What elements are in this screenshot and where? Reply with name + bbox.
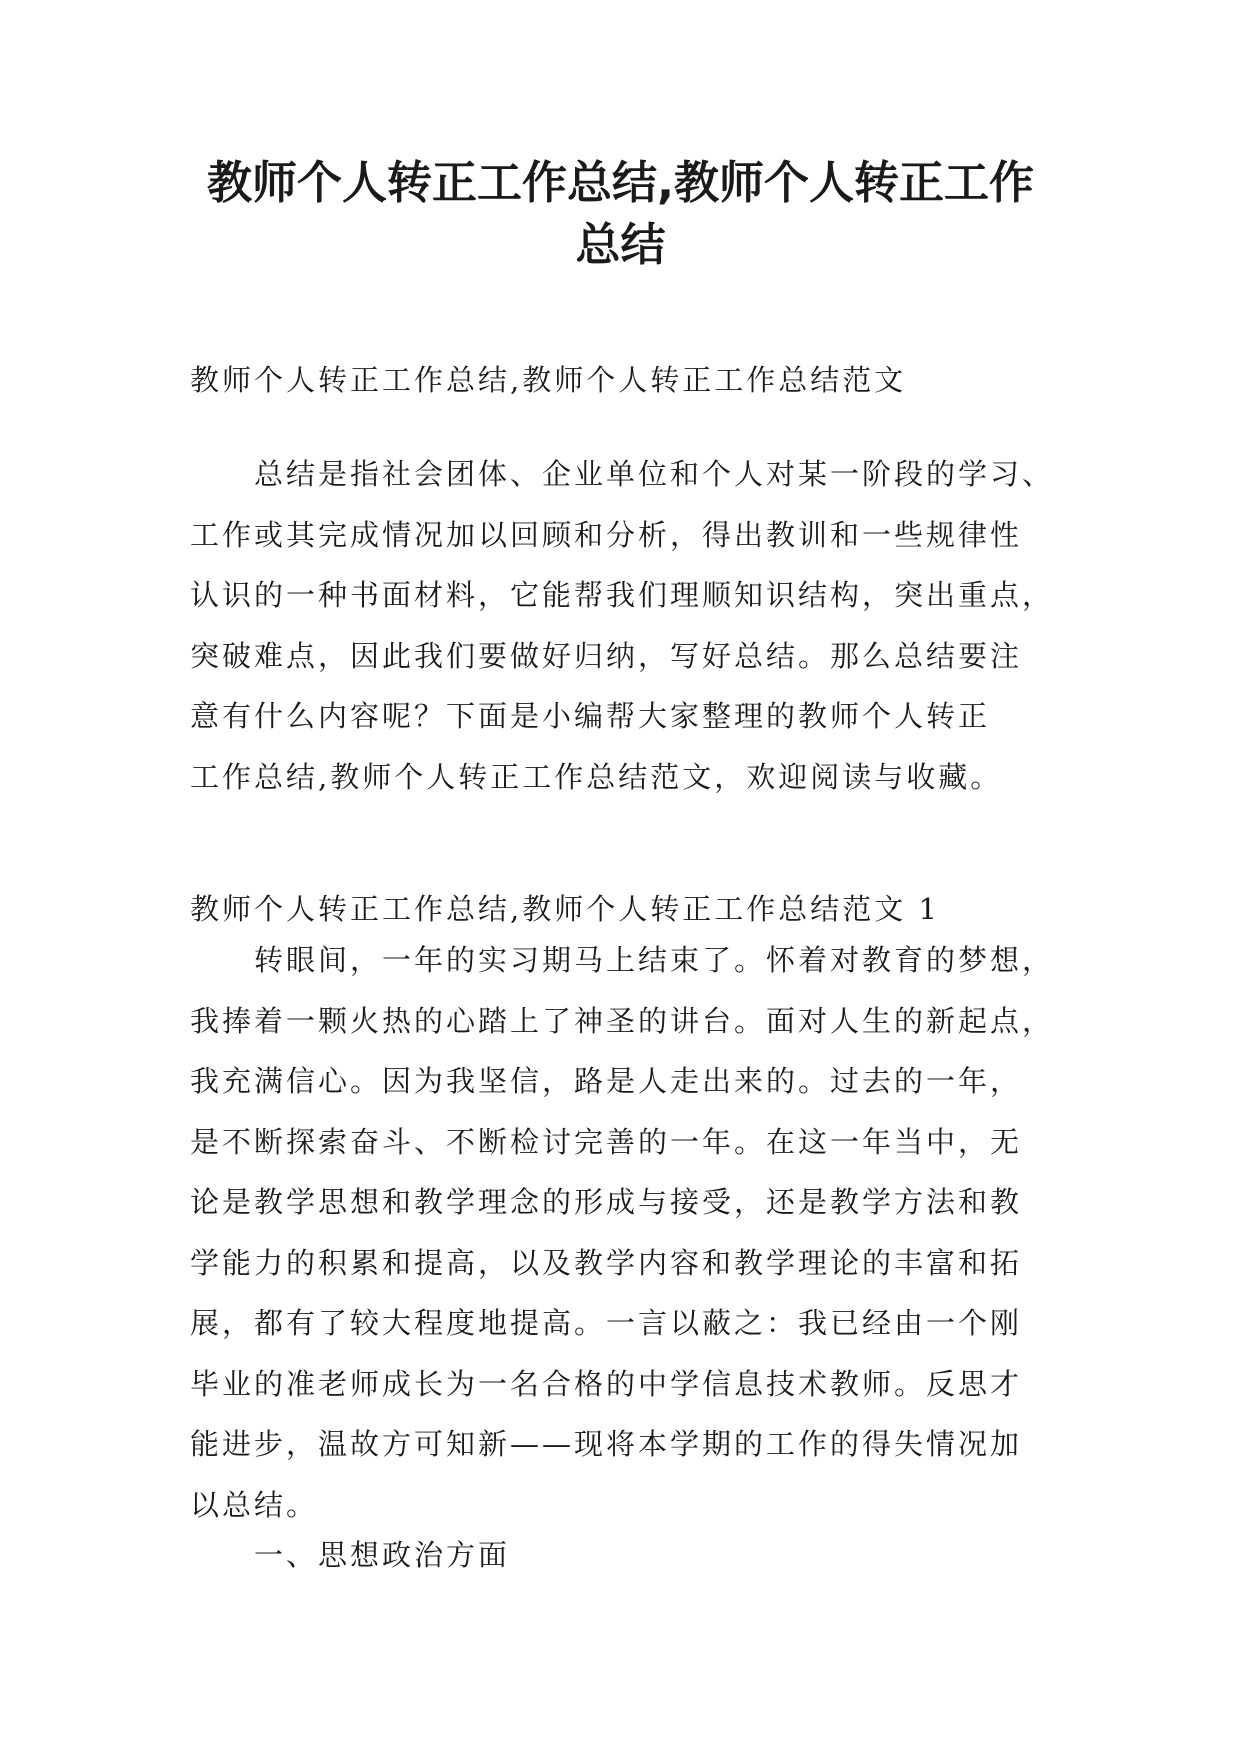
intro-line: 意有什么内容呢？下面是小编帮大家整理的教师个人转正 — [190, 699, 991, 733]
body-line: 我捧着一颗火热的心踏上了神圣的讲台。面对人生的新起点， — [190, 1003, 1055, 1038]
body-line: 毕业的准老师成长为一名合格的中学信息技术教师。反思才 — [190, 1366, 1023, 1401]
intro-line: 认识的一种书面材料，它能帮我们理顺知识结构，突出重点， — [190, 578, 1055, 612]
body-line: 论是教学思想和教学理念的形成与接受，还是教学方法和教 — [190, 1185, 1023, 1219]
body-paragraph — [190, 930, 1070, 1535]
intro-line: 工作或其完成情况加以回顾和分析，得出教训和一些规律性 — [190, 517, 1023, 552]
section-heading: 教师个人转正工作总结,教师个人转正工作总结范文 1 — [190, 892, 940, 926]
title-line-2: 总结 — [575, 218, 666, 271]
body-line: 我充满信心。因为我坚信，路是人走出来的。过去的一年， — [190, 1064, 1023, 1098]
intro-paragraph — [190, 444, 1070, 807]
subheading: 一、思想政治方面 — [254, 1538, 511, 1572]
intro-line: 工作总结,教师个人转正工作总结范文，欢迎阅读与收藏。 — [190, 759, 1003, 794]
intro-line: 突破难点，因此我们要做好归纳，写好总结。那么总结要注 — [190, 638, 1023, 673]
document-title — [150, 152, 1091, 276]
body-line: 学能力的积累和提高，以及教学内容和教学理论的丰富和拓 — [190, 1245, 1023, 1280]
body-line: 展，都有了较大程度地提高。一言以蔽之：我已经由一个刚 — [190, 1306, 1023, 1340]
document-subtitle: 教师个人转正工作总结,教师个人转正工作总结范文 — [190, 363, 907, 397]
body-line: 是不断探索奋斗、不断检讨完善的一年。在这一年当中，无 — [190, 1124, 1023, 1159]
intro-line: 总结是指社会团体、企业单位和个人对某一阶段的学习、 — [254, 457, 1055, 491]
body-line: 以总结。 — [190, 1487, 319, 1522]
body-line: 转眼间，一年的实习期马上结束了。怀着对教育的梦想， — [254, 943, 1055, 977]
body-line: 能进步，温故方可知新——现将本学期的工作的得失情况加 — [190, 1427, 1023, 1461]
title-line-1: 教师个人转正工作总结,教师个人转正工作 — [206, 156, 1035, 209]
